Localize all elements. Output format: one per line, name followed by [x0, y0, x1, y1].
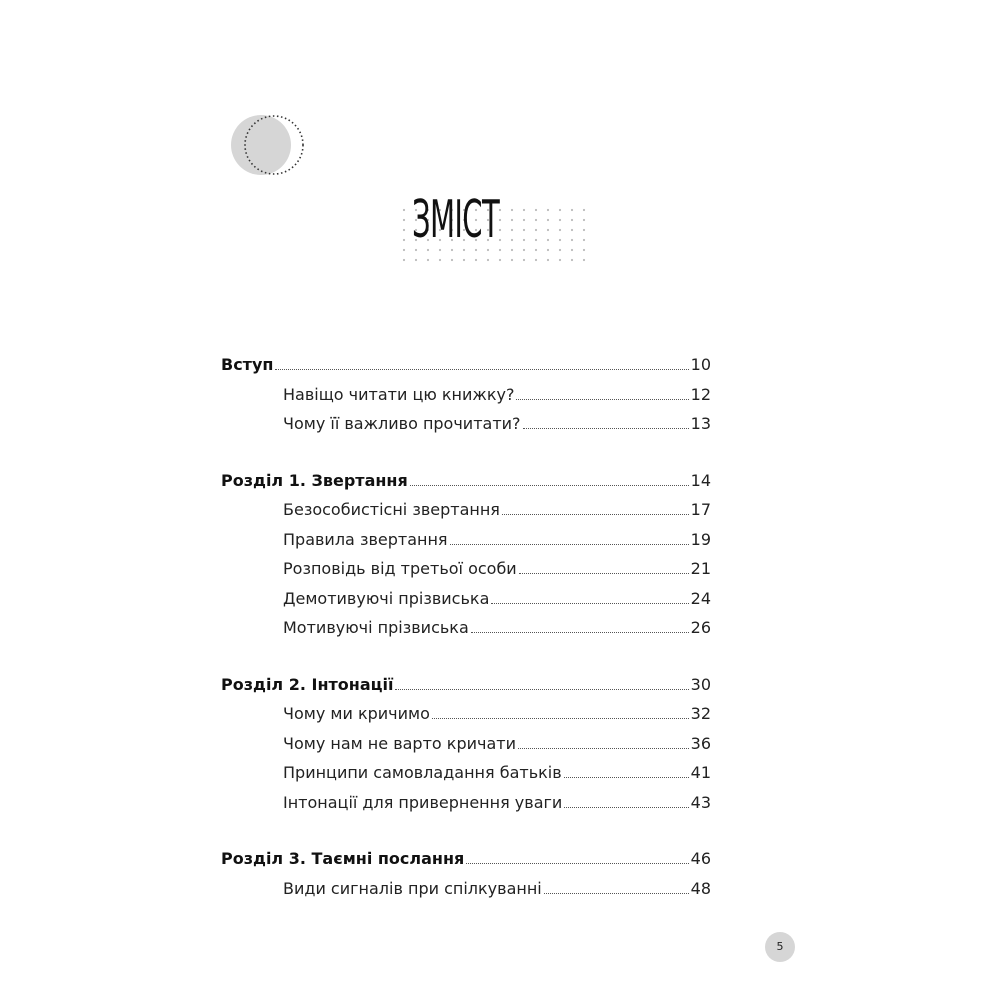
toc-chapter-row — [221, 350, 711, 380]
toc-page-number: 46 — [690, 849, 711, 868]
toc-entry-title: Види сигналів при спілкуванні — [283, 878, 542, 898]
toc-section — [221, 844, 711, 903]
toc-entry-row — [221, 729, 711, 759]
dot-leader — [395, 689, 688, 690]
toc-page-number: 41 — [690, 763, 711, 782]
dot-leader — [275, 369, 688, 370]
dot-leader — [432, 718, 689, 719]
toc-entry-row — [221, 409, 711, 439]
dot-leader — [519, 573, 689, 574]
dot-leader — [516, 399, 688, 400]
toc-entry-title: Правила звертання — [283, 529, 448, 549]
toc-entry-title: Вступ — [221, 355, 274, 374]
dot-leader — [471, 632, 689, 633]
dot-leader — [410, 485, 689, 486]
dot-leader — [450, 544, 689, 545]
toc-entry-title: Розділ 3. Таємні послання — [221, 849, 465, 868]
page-number-badge: 5 — [765, 932, 795, 962]
dot-leader — [564, 807, 688, 808]
toc-entry-title: Чому її важливо прочитати? — [283, 414, 521, 433]
toc-page-number: 21 — [690, 559, 711, 578]
page-title: ЗМІСТ — [412, 190, 500, 250]
table-of-contents — [221, 350, 711, 930]
toc-entry-row — [221, 380, 711, 410]
toc-chapter-row — [221, 844, 711, 874]
toc-page-number: 30 — [690, 674, 711, 694]
toc-entry-row — [221, 613, 711, 643]
toc-entry-title: Принципи самовладання батьків — [283, 763, 562, 782]
toc-page-number: 43 — [690, 792, 711, 812]
toc-page-number: 32 — [690, 704, 711, 723]
toc-entry-row — [221, 554, 711, 584]
toc-entry-title: Мотивуючі прізвиська — [283, 618, 469, 637]
dot-leader — [518, 748, 689, 749]
toc-section — [221, 350, 711, 439]
toc-page-number: 13 — [690, 414, 711, 433]
toc-entry-title: Чому нам не варто кричати — [283, 733, 516, 753]
toc-entry-title: Розділ 1. Звертання — [221, 470, 408, 490]
toc-page-number: 10 — [690, 355, 711, 374]
toc-chapter-row — [221, 466, 711, 496]
toc-page-number: 17 — [690, 500, 711, 519]
toc-entry-title: Навіщо читати цю книжку? — [283, 384, 515, 404]
toc-entry-row — [221, 525, 711, 555]
toc-entry-row — [221, 495, 711, 525]
circle-emblem-icon — [230, 112, 306, 178]
dot-leader — [564, 777, 689, 778]
toc-entry-title: Інтонації для привернення уваги — [283, 792, 563, 812]
toc-chapter-row — [221, 670, 711, 700]
dot-leader — [491, 603, 688, 604]
toc-page-number: 14 — [690, 470, 711, 490]
toc-entry-row — [221, 788, 711, 818]
toc-page-number: 19 — [690, 529, 711, 549]
title-block — [400, 190, 600, 270]
toc-entry-row — [221, 699, 711, 729]
toc-entry-row — [221, 758, 711, 788]
toc-entry-title: Чому ми кричимо — [283, 704, 430, 723]
toc-entry-title: Розділ 2. Інтонації — [221, 674, 394, 694]
dot-leader — [544, 893, 689, 894]
dot-leader — [502, 514, 689, 515]
dot-leader — [523, 428, 689, 429]
toc-entry-title: Демотивуючі прізвиська — [283, 588, 490, 608]
toc-page-number: 12 — [690, 384, 711, 404]
dot-leader — [466, 863, 688, 864]
toc-entry-row — [221, 874, 711, 904]
toc-section — [221, 466, 711, 643]
toc-entry-title: Розповідь від третьої особи — [283, 559, 517, 578]
toc-page-number: 24 — [690, 588, 711, 608]
toc-entry-row — [221, 584, 711, 614]
toc-page-number: 48 — [690, 878, 711, 898]
toc-entry-title: Безособистісні звертання — [283, 500, 500, 519]
toc-page-number: 36 — [690, 733, 711, 753]
toc-page-number: 26 — [690, 618, 711, 637]
toc-section — [221, 670, 711, 818]
